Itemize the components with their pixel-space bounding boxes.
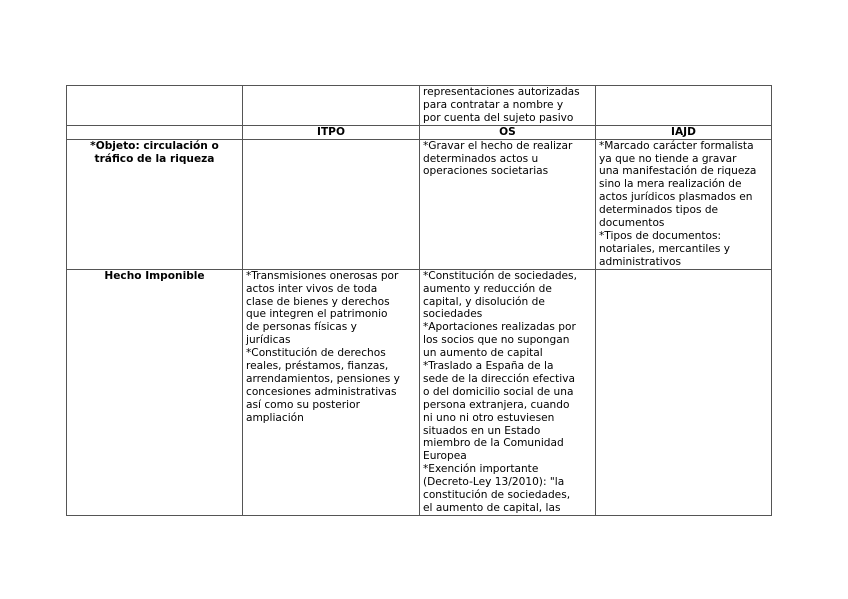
tax-comparison-table [66, 85, 772, 516]
table-cell [67, 86, 243, 126]
header-iajd: IAJD [596, 125, 772, 139]
header-empty [67, 125, 243, 139]
table-cell [243, 86, 420, 126]
cell-hecho-itpo: *Transmisiones onerosas por actos inter vivos de toda clase de bienes y derechos que integren el patrimonio de personas físicas y jurídicas *Constitución de derechos reales, préstamos, fianzas, arrendamientos, pensiones y concesiones administrativas así como su posterior ampliación [243, 269, 420, 515]
cell-objeto-os: *Gravar el hecho de realizar determinados actos u operaciones societarias [420, 139, 596, 269]
cell-hecho-iajd [596, 269, 772, 515]
table-row [67, 269, 772, 515]
table-cell [420, 86, 596, 126]
header-os: OS [420, 125, 596, 139]
cell-objeto-itpo [243, 139, 420, 269]
table-cell [596, 86, 772, 126]
header-row [67, 125, 772, 139]
table-row [67, 139, 772, 269]
row-label-hecho-imponible: Hecho Imponible [67, 269, 243, 515]
os-continuation-text: representaciones autorizadas para contratar a nombre y por cuenta del sujeto pasivo [423, 86, 580, 124]
cell-hecho-os: *Constitución de sociedades, aumento y reducción de capital, y disolución de sociedades *Aportaciones realizadas por los socios que no supongan un aumento de capital *Traslado a España de la sede de la dirección efectiva o del domicilio social de una persona extranjera, cuando ni uno ni otro estuviesen situados en un Estado miembro de la Comunidad Europea *Exención importante (Decreto-Ley 13/2010): "la constitución de sociedades, el aumento de capital, las [420, 269, 596, 515]
row-label-objeto: *Objeto: circulación o tráfico de la riqueza [67, 139, 243, 269]
header-itpo: ITPO [243, 125, 420, 139]
cell-objeto-iajd: *Marcado carácter formalista ya que no tiende a gravar una manifestación de riqueza sino la mera realización de actos jurídicos plasmados en determinados tipos de documentos *Tipos de documentos: notariales, mercantiles y administrativos [596, 139, 772, 269]
continuation-row [67, 86, 772, 126]
